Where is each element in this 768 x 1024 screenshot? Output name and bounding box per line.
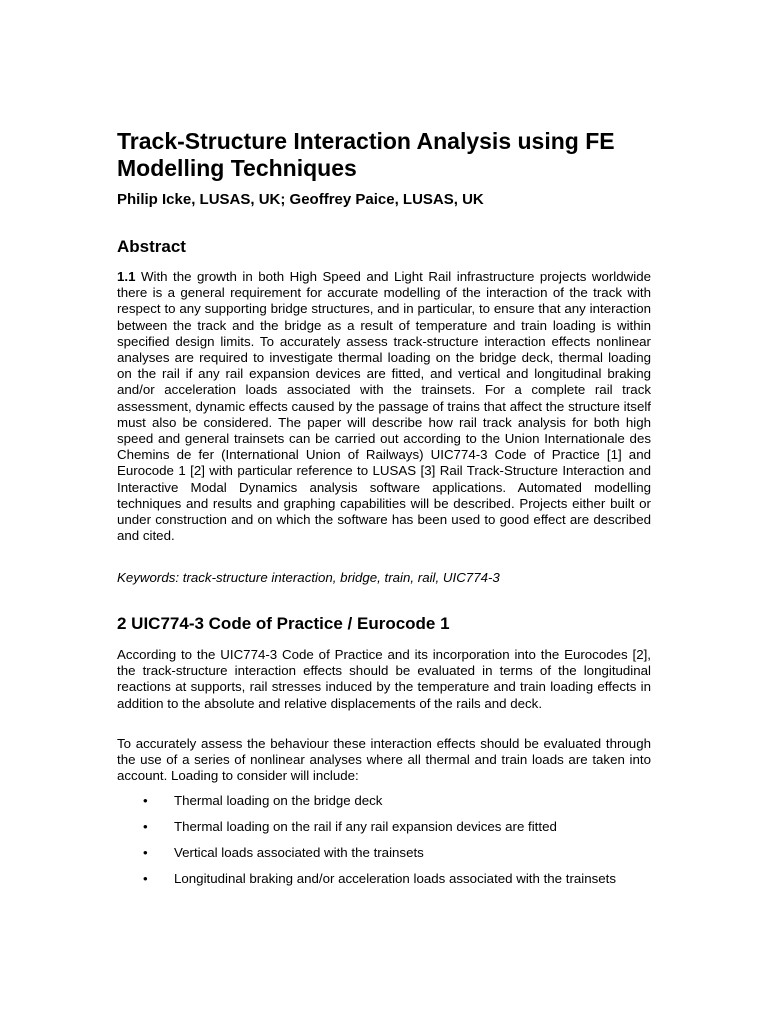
section-2-paragraph-1: According to the UIC774-3 Code of Practice and its incorporation into the Eurocodes [2], the track-structure interaction effects should be evaluated in terms of the longitudinal reactions at supports, rail stresses induced by the temperature and train loading effects in addition to the absolute and relative displacements of the rails and deck. [117,647,651,711]
list-item-text: Vertical loads associated with the trainsets [174,845,424,860]
abstract-section-number: 1.1 [117,269,136,284]
section-2-heading: 2 UIC774-3 Code of Practice / Eurocode 1 [117,614,450,633]
list-item [117,793,651,809]
bullet-icon: • [143,871,148,886]
list-item [117,819,651,835]
list-item-text: Longitudinal braking and/or acceleration loads associated with the trainsets [174,871,617,886]
keywords-line: Keywords: track-structure interaction, bridge, train, rail, UIC774-3 [117,570,500,585]
paper-title: Track-Structure Interaction Analysis using FE Modelling Techniques [117,128,615,181]
abstract-paragraph [117,269,651,544]
paper-authors: Philip Icke, LUSAS, UK; Geoffrey Paice, LUSAS, UK [117,191,484,208]
abstract-text: With the growth in both High Speed and Light Rail infrastructure projects worldwide there is a general requirement for accurate modelling of the interaction of the track with respect to any supporting bridge structures, and in particular, to ensure that any interaction between the track and the bridge as a result of temperature and train loading is within specified design limits. To accurately assess track-structure interaction effects nonlinear analyses are required to investigate thermal loading on the bridge deck, thermal loading on the rail if any rail expansion devices are fitted, and vertical and longitudinal braking and/or acceleration loads associated with the trainsets. For a complete rail track assessment, dynamic effects caused by the passage of trains that affect the structure itself must also be considered. The paper will describe how rail track analysis for both high speed and general trainsets can be carried out according to the Union Internationale des Chemins de fer (International Union of Railways) UIC774-3 Code of Practice [1] and Eurocode 1 [2] with particular reference to LUSAS [3] Rail Track-Structure Interaction and Interactive Modal Dynamics analysis software applications. Automated modelling techniques and results and graphing capabilities will be described. Projects either built or under construction and on which the software has been used to good effect are described and cited. [117,269,651,544]
bullet-icon: • [143,819,148,834]
loading-bullet-list [117,793,651,897]
section-2-paragraph-2: To accurately assess the behaviour these interaction effects should be evaluated through the use of a series of nonlinear analyses where all thermal and train loads are taken into account. Loading to consider will include: [117,736,651,784]
list-item-text: Thermal loading on the bridge deck [174,793,383,808]
list-item [117,845,651,861]
list-item [117,871,651,887]
list-item-text: Thermal loading on the rail if any rail expansion devices are fitted [174,819,557,834]
bullet-icon: • [143,845,148,860]
abstract-heading: Abstract [117,237,186,256]
bullet-icon: • [143,793,148,808]
